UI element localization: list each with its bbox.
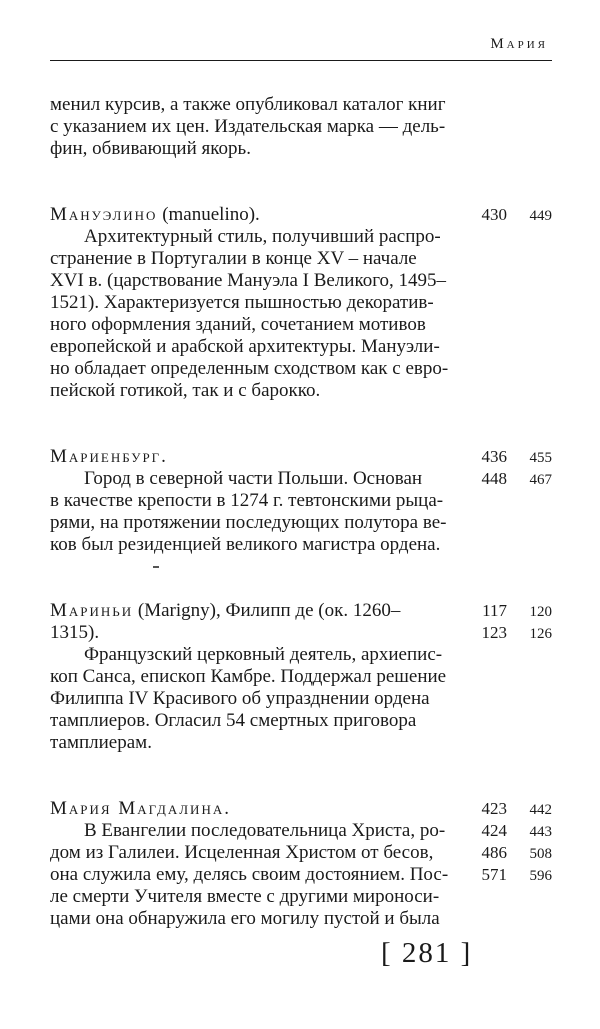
page-ref-alt: 455 xyxy=(529,450,552,466)
page-ref: 123 xyxy=(481,623,507,642)
page-ref-alt: 508 xyxy=(529,846,552,862)
entry-line: ле смерти Учителя вместе с другими мироноси- xyxy=(50,886,440,907)
page-references xyxy=(472,600,552,644)
entry-marigny xyxy=(50,600,552,754)
entry-line: странение в Португалии в конце XV – начале xyxy=(50,248,417,269)
entry-line: XVI в. (царствование Мануэла I Великого, 1495– xyxy=(50,270,447,291)
intro-line: с указанием их цен. Издательская марка — дель- xyxy=(50,116,446,137)
entry-term: Мариньи xyxy=(50,600,134,621)
entry-mary-magdalene xyxy=(50,798,552,930)
entry-line: рями, на протяжении последующих полутора ве- xyxy=(50,512,447,533)
page-ref: 436 xyxy=(481,447,507,466)
intro-line: фин, обвивающий якорь. xyxy=(50,138,251,159)
entry-line: тамплиеров. Огласил 54 смертных приговора xyxy=(50,710,417,731)
entry-line: Филиппа IV Красивого об упразднении ордена xyxy=(50,688,430,709)
page-ref: 448 xyxy=(481,469,507,488)
entry-line: Французский церковный деятель, архиепис- xyxy=(84,644,443,665)
entry-line: но обладает определенным сходством как с евро- xyxy=(50,358,449,379)
page-ref: 430 xyxy=(481,205,507,224)
entry-line: Город в северной части Польши. Основан xyxy=(84,468,423,489)
intro-paragraph xyxy=(50,94,552,160)
page-references xyxy=(472,798,552,886)
page-ref-alt: 126 xyxy=(529,626,552,642)
page-ref-alt: 120 xyxy=(529,604,552,620)
entry-line: дом из Галилеи. Исцеленная Христом от бесов, xyxy=(50,842,434,863)
entry-line: коп Санса, епископ Камбре. Поддержал решение xyxy=(50,666,447,687)
entry-line: она служила ему, делясь своим достоянием. Пос- xyxy=(50,864,449,885)
entry-line: европейской и арабской архитектуры. Мануэли- xyxy=(50,336,440,357)
entry-term-rest: (manuelino). xyxy=(157,204,260,225)
entry-line: ков был резиденцией великого магистра ордена. xyxy=(50,534,441,555)
entry-line: В Евангелии последовательница Христа, ро- xyxy=(84,820,446,841)
page-ref: 117 xyxy=(482,601,507,620)
running-header-title: Мария xyxy=(490,36,548,52)
entry-term-rest: (Marigny), Филипп де (ок. 1260– xyxy=(133,600,401,621)
entry-line: пейской готикой, так и с барокко. xyxy=(50,380,321,401)
entry-heading xyxy=(50,204,260,226)
page-ref: 424 xyxy=(481,821,507,840)
entry-heading xyxy=(50,446,466,468)
entry-line: тамплиерам. xyxy=(50,732,152,753)
page-ref-alt: 443 xyxy=(529,824,552,840)
running-header xyxy=(50,34,552,61)
intro-line: менил курсив, а также опубликовал каталог книг xyxy=(50,94,446,115)
entry-heading xyxy=(50,600,466,622)
page-ref-alt: 596 xyxy=(529,868,552,884)
entry-term: Мануэлино xyxy=(50,204,158,225)
entry-line: цами она обнаружила его могилу пустой и была xyxy=(50,908,440,929)
page-references xyxy=(472,204,552,226)
entry-line: ного оформления зданий, сочетанием мотивов xyxy=(50,314,426,335)
entry-marienburg xyxy=(50,446,552,556)
page-ref: 423 xyxy=(481,799,507,818)
page-references xyxy=(472,446,552,490)
entry-heading xyxy=(50,798,466,820)
page-number: [ 281 ] xyxy=(381,937,473,969)
page-ref: 571 xyxy=(481,865,507,884)
page-ref-alt: 442 xyxy=(529,802,552,818)
entry-term: Мария Магдалина. xyxy=(50,798,231,819)
entry-line: 1521). Характеризуется пышностью декоратив- xyxy=(50,292,434,313)
page-ref-alt: 449 xyxy=(529,208,552,224)
entry-manuelino xyxy=(50,204,552,402)
entry-heading-line2: 1315). xyxy=(50,622,100,643)
entry-line: Архитектурный стиль, получивший распро- xyxy=(84,226,441,247)
stray-mark xyxy=(153,566,159,568)
entry-line: в качестве крепости в 1274 г. тевтонскими рыца- xyxy=(50,490,444,511)
entry-term: Мариенбург. xyxy=(50,446,168,467)
page-ref: 486 xyxy=(481,843,507,862)
page-ref-alt: 467 xyxy=(529,472,552,488)
